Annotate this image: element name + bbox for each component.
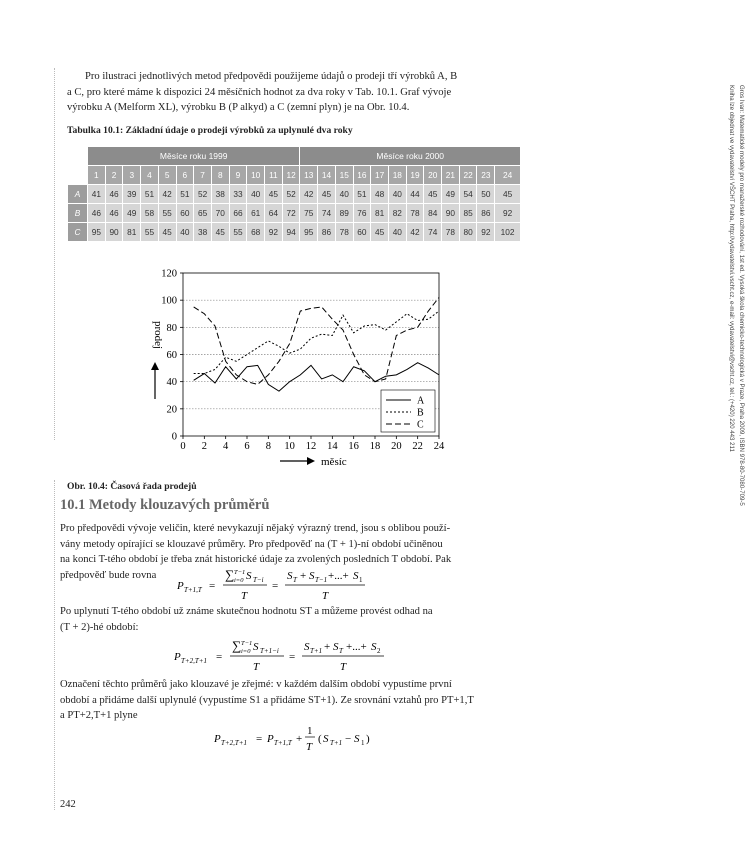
table-cell: 66	[229, 204, 247, 223]
table-cell: 90	[105, 223, 123, 242]
y-tick-label: 0	[171, 431, 177, 443]
svg-text:S: S	[253, 641, 259, 653]
table-cell: 42	[158, 185, 176, 204]
x-tick-label: 16	[348, 441, 359, 452]
svg-text:∑: ∑	[232, 638, 242, 653]
svg-text:T−1: T−1	[234, 569, 246, 576]
page-number: 242	[60, 799, 76, 810]
svg-text:1: 1	[361, 739, 365, 747]
month-header-3: 3	[123, 166, 141, 185]
table-cell: 45	[371, 223, 389, 242]
table-cell: 70	[211, 204, 229, 223]
table-cell: 45	[211, 223, 229, 242]
svg-text:T+1,T: T+1,T	[274, 739, 292, 747]
month-header-19: 19	[406, 166, 424, 185]
table-cell: 51	[353, 185, 371, 204]
svg-text:S: S	[304, 641, 310, 653]
table-cell: 76	[353, 204, 371, 223]
table-cell: 38	[211, 185, 229, 204]
svg-text:−: −	[345, 733, 352, 745]
table-cell: 86	[477, 204, 495, 223]
table-row	[68, 223, 521, 242]
svg-text:∑: ∑	[225, 567, 235, 582]
svg-text:T+2,T+1: T+2,T+1	[221, 739, 247, 747]
row-label-c: C	[68, 223, 88, 242]
table-cell: 52	[282, 185, 300, 204]
month-header-23: 23	[477, 166, 495, 185]
x-tick-label: 14	[327, 441, 338, 452]
table-cell: 45	[158, 223, 176, 242]
y-tick-label: 20	[166, 404, 177, 416]
svg-text:=: =	[289, 651, 296, 663]
svg-text:+...+: +...+	[346, 641, 367, 653]
table-cell: 42	[406, 223, 424, 242]
table-cell: 49	[123, 204, 141, 223]
x-tick-label: 4	[223, 441, 229, 452]
table-corner	[68, 147, 88, 166]
svg-text:S: S	[287, 570, 293, 582]
table-cell: 60	[176, 204, 194, 223]
body-paragraph-3	[60, 677, 522, 724]
y-tick-label: 80	[166, 322, 177, 334]
svg-text:+: +	[324, 641, 331, 653]
month-header-11: 11	[265, 166, 283, 185]
legend-label-c: C	[417, 419, 424, 431]
month-header-10: 10	[247, 166, 265, 185]
x-tick-label: 2	[201, 441, 207, 452]
table-cell: 90	[442, 204, 460, 223]
x-tick-label: 6	[244, 441, 250, 452]
svg-text:T+1,T: T+1,T	[184, 586, 202, 594]
month-header-22: 22	[459, 166, 477, 185]
table-cell: 86	[318, 223, 336, 242]
svg-text:+: +	[296, 733, 303, 745]
table-cell: 74	[318, 204, 336, 223]
section-title: 10.1 Metody klouzavých průměrů	[60, 497, 270, 513]
body-p3-line-2: období a přidáme další uplynulé (vypustíme S1 a přidáme ST+1). Ze srovnání vztahů pro PT+1,T	[60, 694, 474, 706]
svg-text:): )	[366, 733, 370, 745]
row-label-a: A	[68, 185, 88, 204]
table-cell: 46	[105, 204, 123, 223]
body-p1-line-4: předpověď bude rovna	[60, 569, 157, 581]
table-cell: 33	[229, 185, 247, 204]
svg-text:T: T	[293, 576, 297, 584]
y-tick-label: 120	[161, 268, 177, 280]
svg-text:P: P	[174, 651, 181, 663]
month-header-18: 18	[388, 166, 406, 185]
table-cell: 75	[300, 204, 318, 223]
x-tick-label: 20	[391, 441, 402, 452]
month-header-16: 16	[353, 166, 371, 185]
table-cell: 95	[88, 223, 106, 242]
svg-text:P: P	[214, 733, 221, 745]
table-cell: 102	[495, 223, 521, 242]
table-cell: 92	[495, 204, 521, 223]
body-p1-line-1: Pro předpovědi vývoje veličin, které nevykazují nějaký výrazný trend, jsou s oblibou použí-	[60, 523, 451, 534]
intro-paragraph	[67, 69, 522, 116]
table-cell: 46	[105, 185, 123, 204]
x-tick-label: 8	[265, 441, 271, 452]
table-cell: 80	[459, 223, 477, 242]
x-tick-label: 18	[369, 441, 381, 452]
legend-box	[381, 390, 435, 432]
svg-text:P: P	[267, 733, 274, 745]
month-header-12: 12	[282, 166, 300, 185]
table-cell: 78	[406, 204, 424, 223]
table-cell: 82	[388, 204, 406, 223]
table-cell: 40	[335, 185, 353, 204]
table-cell: 44	[406, 185, 424, 204]
table-cell: 40	[176, 223, 194, 242]
svg-text:=: =	[209, 580, 216, 592]
y-axis-arrowhead	[151, 362, 159, 370]
table-cell: 38	[194, 223, 212, 242]
month-header-8: 8	[211, 166, 229, 185]
table-cell: 58	[141, 204, 159, 223]
table-cell: 45	[495, 185, 521, 204]
svg-text:T+1: T+1	[310, 647, 323, 655]
y-tick-label: 60	[166, 350, 177, 361]
table-cell: 81	[371, 204, 389, 223]
table-cell: 61	[247, 204, 265, 223]
svg-text:T−1: T−1	[315, 576, 328, 584]
svg-text:=: =	[216, 651, 223, 663]
body-p3-line-1: Označení těchto průměrů jako klouzavé je zřejmé: v každém dalším období vypustíme první	[60, 679, 452, 690]
month-header-1: 1	[88, 166, 106, 185]
table-cell: 74	[424, 223, 442, 242]
chart-lines	[194, 297, 439, 391]
figure-caption: Obr. 10.4: Časová řada prodejů	[67, 481, 197, 492]
body-p1-line-3: na konci T-tého období je třeba znát historické údaje za zvolených posledních T období. Pak	[60, 554, 452, 566]
side-note-line-2: Kniha lze objednat ve vydavatelství VŠCHT Praha, http://vydavatelstvi.vscht.cz, e-mail: vydavatelstvi@vscht.cz, tel.: (+420) 220 443 211	[728, 85, 736, 452]
table-cell: 40	[247, 185, 265, 204]
margin-rule	[54, 68, 55, 440]
table-cell: 84	[424, 204, 442, 223]
svg-text:S: S	[354, 733, 360, 745]
svg-text:T: T	[306, 741, 313, 753]
month-header-4: 4	[141, 166, 159, 185]
svg-text:T: T	[340, 661, 347, 673]
table-cell: 94	[282, 223, 300, 242]
svg-text:S: S	[309, 570, 315, 582]
month-header-6: 6	[176, 166, 194, 185]
table-cell: 51	[176, 185, 194, 204]
svg-text:T−i: T−i	[253, 576, 264, 584]
body-paragraph-2	[60, 604, 522, 635]
table-cell: 78	[335, 223, 353, 242]
svg-text:1: 1	[359, 576, 363, 584]
table-cell: 68	[247, 223, 265, 242]
table-cell: 55	[229, 223, 247, 242]
table-cell: 65	[194, 204, 212, 223]
svg-text:S: S	[246, 570, 252, 582]
x-axis-arrowhead	[307, 457, 315, 465]
table-cell: 45	[265, 185, 283, 204]
body-p2-line-2: (T + 2)-hé období:	[60, 621, 139, 633]
table-cell: 55	[141, 223, 159, 242]
table-cell: 72	[282, 204, 300, 223]
table-row	[68, 204, 521, 223]
sales-table	[67, 146, 521, 242]
svg-text:T: T	[339, 647, 343, 655]
x-tick-label: 12	[305, 441, 317, 452]
month-header-9: 9	[229, 166, 247, 185]
svg-text:T+1: T+1	[330, 739, 343, 747]
x-tick-label: 10	[284, 441, 295, 452]
table-cell: 45	[424, 185, 442, 204]
table-cell: 54	[459, 185, 477, 204]
table-cell: 92	[477, 223, 495, 242]
y-axis-label: prodej	[152, 320, 164, 350]
svg-text:=: =	[256, 733, 263, 745]
svg-text:S: S	[333, 641, 339, 653]
month-header-5: 5	[158, 166, 176, 185]
table-cell: 81	[123, 223, 141, 242]
svg-text:S: S	[353, 570, 359, 582]
svg-text:+: +	[300, 570, 307, 582]
x-axis-label: měsíc	[321, 456, 347, 468]
x-tick-label: 22	[412, 441, 423, 452]
table-cell: 64	[265, 204, 283, 223]
table-cell: 51	[141, 185, 159, 204]
sales-chart	[140, 265, 460, 470]
body-p1-line-2: vány metody opírající se klouzavé průměry. Pro předpověď na (T + 1)-ní období učiněnou	[60, 538, 443, 550]
x-tick-label: 0	[180, 441, 186, 452]
table-cell: 45	[318, 185, 336, 204]
month-header-14: 14	[318, 166, 336, 185]
table-cell: 50	[477, 185, 495, 204]
svg-text:S: S	[371, 641, 377, 653]
month-header-20: 20	[424, 166, 442, 185]
series-line-b	[194, 311, 439, 373]
year-2000-header: Měsíce roku 2000	[300, 147, 521, 166]
table-cell: 95	[300, 223, 318, 242]
svg-text:T: T	[322, 590, 329, 602]
svg-text:S: S	[323, 733, 329, 745]
intro-line-2: a C, pro které máme k dispozici 24 měsíčních hodnot za dva roky v Tab. 10.1. Graf vývoje	[67, 86, 452, 98]
table-cell: 60	[353, 223, 371, 242]
month-header-7: 7	[194, 166, 212, 185]
svg-text:T: T	[241, 590, 248, 602]
formula-recursive	[212, 722, 392, 756]
table-cell: 40	[388, 223, 406, 242]
svg-text:(: (	[318, 733, 322, 745]
table-cell: 42	[300, 185, 318, 204]
month-header-24: 24	[495, 166, 521, 185]
month-header-17: 17	[371, 166, 389, 185]
table-cell: 39	[123, 185, 141, 204]
table-cell: 89	[335, 204, 353, 223]
legend-label-a: A	[417, 395, 425, 407]
table-row	[68, 185, 521, 204]
svg-text:2: 2	[377, 647, 381, 655]
legend-label-b: B	[417, 407, 424, 419]
table-cell: 55	[158, 204, 176, 223]
month-header-15: 15	[335, 166, 353, 185]
x-tick-label: 24	[433, 441, 445, 452]
table-cell: 85	[459, 204, 477, 223]
table-cell: 49	[442, 185, 460, 204]
y-tick-label: 40	[166, 377, 177, 389]
formula-moving-average	[175, 567, 405, 603]
year-1999-header: Měsíce roku 1999	[88, 147, 300, 166]
table-cell: 78	[442, 223, 460, 242]
table-cell: 92	[265, 223, 283, 242]
svg-text:T+2,T+1: T+2,T+1	[181, 657, 207, 665]
table-corner-2	[68, 166, 88, 185]
svg-text:T+1−i: T+1−i	[260, 647, 279, 655]
intro-line-1: Pro ilustraci jednotlivých metod předpovědi použijeme údajů o prodeji tří výrobků A, B	[85, 71, 458, 82]
svg-text:i=0: i=0	[241, 648, 251, 655]
body-p3-line-3: a PT+2,T+1 plyne	[60, 710, 138, 722]
chart-legend	[381, 390, 435, 432]
table-caption: Tabulka 10.1: Základní údaje o prodeji výrobků za uplynulé dva roky	[67, 125, 353, 136]
formula-next-average	[172, 638, 412, 674]
table-cell: 52	[194, 185, 212, 204]
row-label-b: B	[68, 204, 88, 223]
month-header-2: 2	[105, 166, 123, 185]
svg-text:T−1: T−1	[241, 640, 253, 647]
svg-text:i=0: i=0	[234, 577, 244, 584]
table-cell: 48	[371, 185, 389, 204]
month-header-21: 21	[442, 166, 460, 185]
table-cell: 41	[88, 185, 106, 204]
margin-rule-lower	[54, 480, 55, 810]
body-p2-line-1: Po uplynutí T-tého období už známe skutečnou hodnotu ST a můžeme provést odhad na	[60, 606, 433, 617]
svg-text:T: T	[253, 661, 260, 673]
svg-text:=: =	[272, 580, 279, 592]
svg-text:P: P	[177, 580, 184, 592]
month-header-13: 13	[300, 166, 318, 185]
side-note-line-1: Gros Ivan: Matematické modely pro manažerské rozhodování, 1st ed. Vysoká škola chemicko-technologická v Praze, Praha 2009, ISBN 978-80-7080-709-5	[738, 85, 745, 506]
y-tick-label: 100	[161, 295, 177, 307]
intro-line-3: výrobku A (Melform XL), výrobku B (P alkyd) a C (zemní plyn) je na Obr. 10.4.	[67, 102, 410, 114]
svg-text:1: 1	[307, 725, 313, 737]
table-cell: 46	[88, 204, 106, 223]
table-cell: 40	[388, 185, 406, 204]
side-note	[710, 85, 746, 605]
svg-text:+...+: +...+	[328, 570, 349, 582]
